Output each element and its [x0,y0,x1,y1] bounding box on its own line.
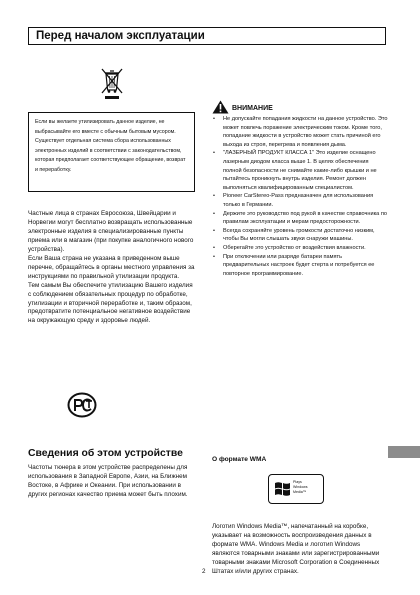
bullet: • [213,227,215,234]
logo-line: Windows [293,485,308,489]
list-item-text: Держите это руководство под рукой в качестве справочника по правилам эксплуатации и мерам предосторожности. [223,210,387,226]
list-item-text: Pioneer CarStereo-Pass предназначен для использования только в Германии. [223,193,374,208]
logo-text [293,480,308,495]
list-item [212,227,388,244]
disposal-details [28,210,195,326]
disposal-notice-text: Если вы желаете утилизировать данное изделие, не выбрасывайте его вместе с обычным бытовым мусором. Существует отдельная система сбора использованных электронных изделий в соответствии с законодательством, которая предполагает соответствующее обращение, возврат и переработку. [35,119,186,173]
pct-certification-icon [67,392,97,418]
body-paragraph: Частные лица в странах Евросоюза, Швейцарии и Норвегии могут бесплатно возвращать использованные электронные изделия в специализированные пункты приема или в магазин (при покупке аналогичного нового устройства). [28,210,194,253]
bullet: • [213,150,215,157]
logo-line: Plays [293,480,302,484]
body-paragraph: Если Ваша страна не указана в приведенном выше перечне, обращайтесь в органы местного управления за инструкциями по правильной утилизации продукта. [28,254,195,280]
page-header [28,27,386,45]
bullet: • [213,210,215,217]
bullet: • [213,244,215,251]
list-item-text: При отключении или разряде батареи память предварительных настроек будет стерта и потребуется ее повторное программирование. [223,253,375,277]
body-paragraph: Тем самым Вы обеспечите утилизацию Вашего изделия с соблюдением обязательных процедур по обработке, утилизации и вторичной переработке и, таким образом, предотвратите потенциальное негативное воздействие на окружающую среду и здоровье людей. [28,281,193,325]
list-item [212,115,388,149]
page-title: Перед началом эксплуатации [36,30,205,42]
warning-list [212,115,388,278]
bullet: • [213,193,215,200]
warning-label: ВНИМАНИЕ [232,105,273,112]
section-tab-marker [388,446,420,458]
section-paragraph: Частоты тюнера в этом устройстве распределены для использования в Западной Европе, Азии, на Ближнем Востоке, в Африке и Океании. При использовании в других регионах качество приема может быть плохим. [28,464,188,498]
section-body [28,464,195,500]
wma-description [212,523,382,577]
bullet: • [213,253,215,260]
logo-line: Media™ [293,490,307,494]
list-item [212,192,388,209]
section-title: Сведения об этом устройстве [28,448,183,459]
windows-flag-icon [274,480,291,498]
crossed-out-bin-icon [99,66,125,100]
list-item-text: "ЛАЗЕРНЫЙ ПРОДУКТ КЛАССА 1" Это изделие оснащено лазерным диодом класса выше 1. В целях обеспечения полной безопасности не снимайте какие-либо крышки и не пытайтесь проникнуть внутрь изделия. Ремонт должен выполняться квалифицированным специалистом. [223,150,377,191]
warning-heading [212,100,273,114]
list-item [212,210,388,227]
list-item [212,149,388,192]
list-item-text: Всегда сохраняйте уровень громкости достаточно низким, чтобы Вы могли слышать звуки снаружи машины. [223,227,375,243]
wma-paragraph: Логотип Windows Media™, напечатанный на коробке, указывает на возможность воспроизведения данных в формате WMA. Windows Media и логотип Windows являются товарными знаками или зарегистрированными товарными знаками Microsoft Corporation в Соединенных Штатах и/или других странах. [212,523,380,575]
list-item [212,253,388,279]
list-item-text: Не допускайте попадания жидкости на данное устройство. Это может повлечь поражение электрическим током. Кроме того, попадание жидкости в устройство может стать причиной его выхода из строя, перегрева и появления дыма. [223,116,388,148]
disposal-notice [28,112,195,192]
page-number: 2 [202,568,206,575]
bullet: • [213,116,215,122]
list-item [212,244,388,253]
windows-media-logo [268,474,324,504]
list-item-text: Оберегайте это устройство от воздействия влажности. [223,244,366,251]
warning-triangle-icon [212,100,229,114]
wma-title: О формате WMA [212,456,267,463]
